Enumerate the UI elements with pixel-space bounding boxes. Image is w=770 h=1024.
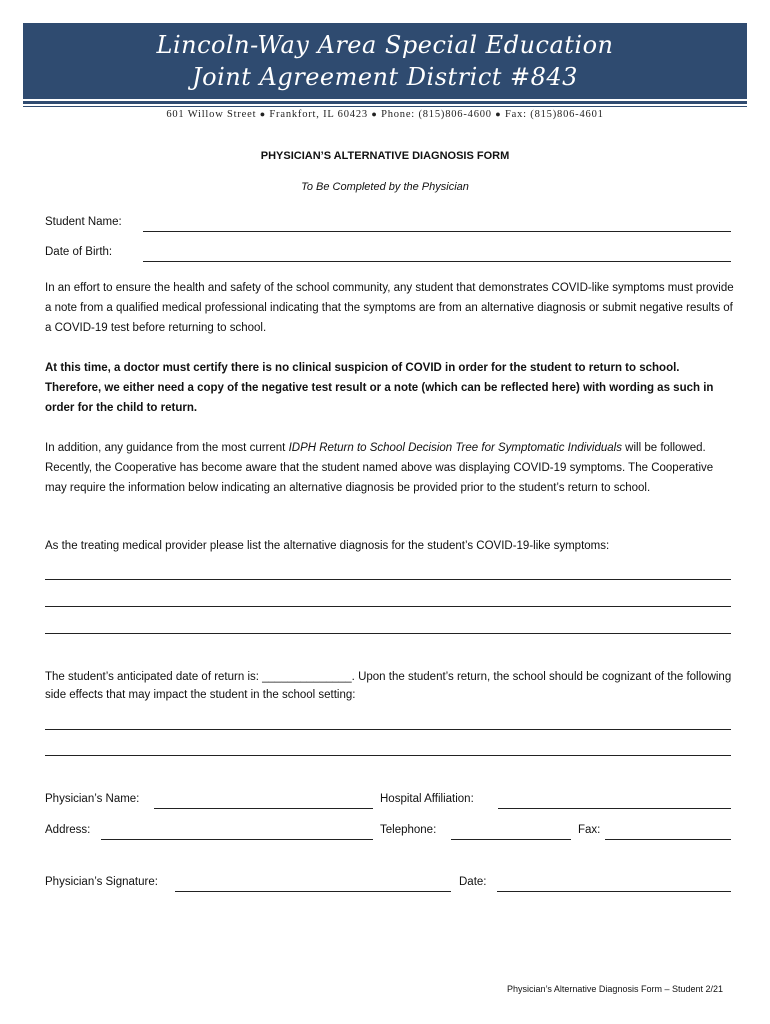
address-label: Address: (45, 824, 91, 836)
telephone-field[interactable] (451, 839, 571, 840)
guidance-text-a: In addition, any guidance from the most current (45, 442, 289, 454)
district-name-line1: Lincoln-Way Area Special Education (156, 31, 614, 59)
physician-name-label: Physician’s Name: (45, 793, 140, 805)
guidance-paragraph (45, 438, 735, 498)
hospital-field[interactable] (498, 808, 731, 809)
return-date-paragraph: The student’s anticipated date of return is: ______________. Upon the student’s return, the school should be cognizant of the following side effects that may impact the student in the school setting: (45, 671, 732, 701)
district-banner (23, 23, 747, 99)
diagnosis-instruction: As the treating medical provider please list the alternative diagnosis for the student’s COVID-19-like symptoms: (45, 540, 610, 552)
form-subtitle: To Be Completed by the Physician (301, 181, 469, 193)
page-footer: Physician’s Alternative Diagnosis Form – Student 2/21 (507, 984, 723, 994)
student-name-label: Student Name: (45, 216, 122, 228)
header-rule-thin (23, 106, 747, 107)
separator-dot-icon: ● (495, 109, 502, 119)
fax-field[interactable] (605, 839, 731, 840)
street-address: 601 Willow Street (166, 109, 257, 120)
hospital-label: Hospital Affiliation: (380, 793, 474, 805)
dob-label: Date of Birth: (45, 246, 113, 258)
requirement-paragraph (45, 358, 735, 418)
dob-field[interactable] (143, 261, 731, 262)
intro-paragraph: In an effort to ensure the health and safety of the school community, any student that demonstrates COVID-like symptoms must provide a note from a qualified medical professional indicating that the symptoms are from an alternative diagnosis or submit negative results of a COVID-19 test before returning to school. (45, 282, 734, 334)
phone-number: Phone: (815)806-4600 (381, 109, 492, 120)
diagnosis-line-3[interactable] (45, 633, 731, 634)
signature-label: Physician’s Signature: (45, 876, 158, 888)
fax-label: Fax: (578, 824, 601, 836)
telephone-label: Telephone: (380, 824, 437, 836)
address-field[interactable] (101, 839, 373, 840)
district-name-line2: Joint Agreement District #843 (192, 63, 578, 91)
student-name-field[interactable] (143, 231, 731, 232)
idph-reference: IDPH Return to School Decision Tree for Symptomatic Individuals (288, 442, 622, 454)
city-address: Frankfort, IL 60423 (269, 109, 368, 120)
fax-number: Fax: (815)806-4601 (504, 109, 604, 120)
guidance-text-b: will be followed. Recently, the Cooperative has become aware that the student named above was displaying COVID-19 symptoms. The Cooperative may require the information below indicating an alternative diagnosis be provided prior to the student’s return to school. (45, 442, 714, 494)
diagnosis-line-1[interactable] (45, 579, 731, 580)
date-label: Date: (459, 876, 487, 888)
form-title: PHYSICIAN’S ALTERNATIVE DIAGNOSIS FORM (260, 150, 510, 162)
separator-dot-icon: ● (259, 109, 266, 119)
side-effects-line-1[interactable] (45, 729, 731, 730)
side-effects-line-2[interactable] (45, 755, 731, 756)
separator-dot-icon: ● (371, 109, 378, 119)
header-rule-thick (23, 101, 747, 104)
physician-name-field[interactable] (154, 808, 373, 809)
district-address (0, 109, 770, 120)
diagnosis-line-2[interactable] (45, 606, 731, 607)
date-field[interactable] (497, 891, 731, 892)
requirement-text: At this time, a doctor must certify there is no clinical suspicion of COVID in order for the student to return to school. Therefore, we either need a copy of the negative test result or a note (which can be reflected here) with wording as such in order for the child to return. (45, 362, 714, 414)
signature-field[interactable] (175, 891, 451, 892)
